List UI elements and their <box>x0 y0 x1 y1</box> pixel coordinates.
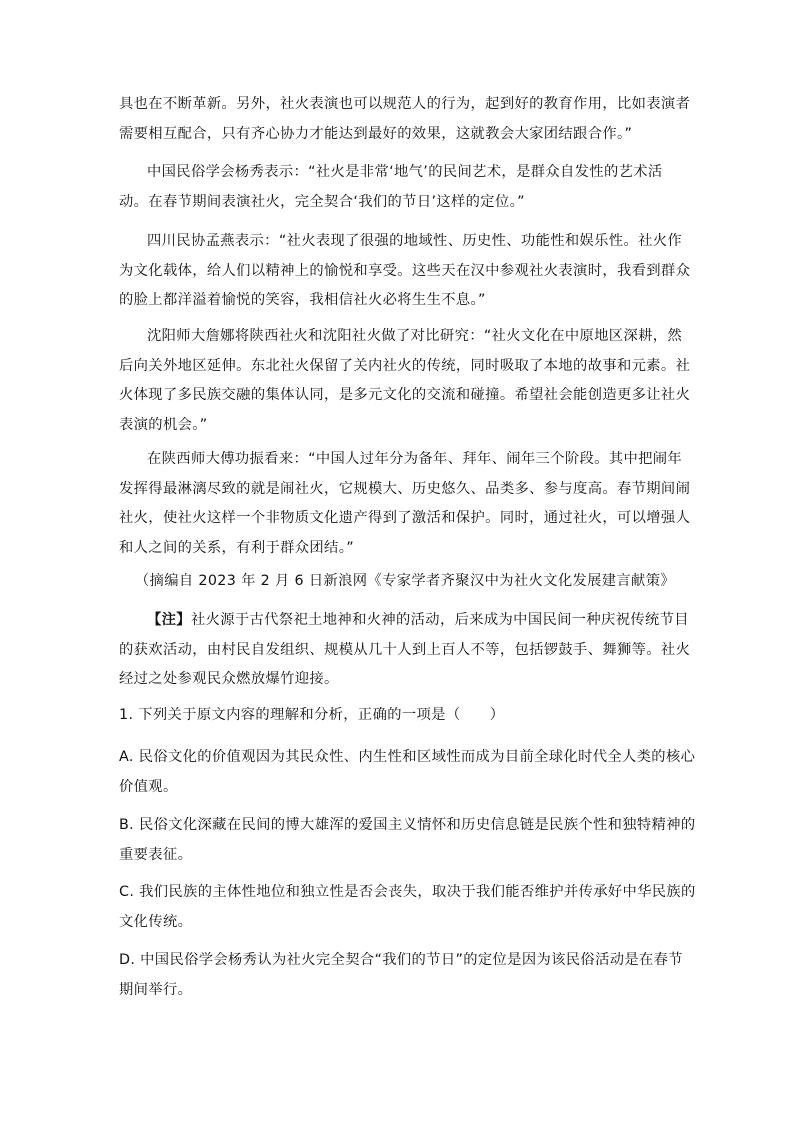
text-line: 在陕西师大傅功振看来：“中国人过年分为备年、拜年、闹年三个阶段。其中把闹年 <box>147 451 683 467</box>
text-line: 动。在春节期间表演社火，完全契合‘我们的节日’这样的定位。” <box>119 193 525 210</box>
text-line: 为文化载体，给人们以精神上的愉悦和享受。这些天在汉中参观社火表演时，我看到群众 <box>119 262 691 279</box>
text-line: 社火源于古代祭祀土地神和火神的活动，后来成为中国民间一种庆祝传统节目 <box>190 612 689 628</box>
question-stem <box>119 701 675 731</box>
option-b <box>119 811 696 870</box>
text-line: 社火，使社火这样一个非物质文化遗产得到了激活和保护。同时，通过社火，可以增强人 <box>119 510 691 526</box>
article-paragraph-5 <box>119 445 691 563</box>
text-line: 中国民俗学会杨秀表示：“社火是非常‘地气’的民间艺术，是群众自发性的艺术活 <box>147 164 663 180</box>
article-paragraph-2 <box>119 158 675 217</box>
text-line: 四川民协孟燕表示：“社火表现了很强的地域性、历史性、功能性和娱乐性。社火作 <box>147 233 683 249</box>
option-d <box>119 946 683 1005</box>
text-line: 的脸上都洋溢着愉悦的笑容，我相信社火必将生生不息。” <box>119 292 486 308</box>
text-line: 价值观。 <box>119 778 178 795</box>
text-line: C. 我们民族的主体性地位和独立性是否会丧失，取决于我们能否维护并传承好中华民族的 <box>119 884 696 900</box>
text-line: B. 民俗文化深藏在民间的博大雄浑的爱国主义情怀和历史信息链是民族个性和独特精神的 <box>119 817 696 833</box>
text-line: 表演的机会。” <box>119 416 208 433</box>
text-line: 和人之间的关系，有利于群众团结。” <box>119 539 354 556</box>
text-line: 后向关外地区延伸。东北社火保留了关内社火的传统，同时吸取了本地的故事和元素。社 <box>119 357 691 374</box>
text-line: （摘编自 2023 年 2 月 6 日新浪网《专家学者齐聚汉中为社火文化发展建言献策》 <box>134 573 675 589</box>
text-line: 沈阳师大詹娜将陕西社火和沈阳社火做了对比研究：“社火文化在中原地区深耕，然 <box>147 328 683 344</box>
note-paragraph <box>119 606 691 695</box>
note-tag: 【注】 <box>147 612 191 628</box>
text-line: 文化传统。 <box>119 913 193 930</box>
text-line: A. 民俗文化的价值观因为其民众性、内生性和区域性而成为目前全球化时代全人类的核心 <box>119 749 696 765</box>
option-a <box>119 743 696 802</box>
text-line: 经过之处参观民众燃放爆竹迎接。 <box>119 671 339 687</box>
text-line: 需要相互配合，只有齐心协力才能达到最好的效果，这就教会大家团结跟合作。” <box>119 125 633 142</box>
article-paragraph-4 <box>119 322 691 440</box>
source-citation <box>119 567 675 597</box>
text-line: D. 中国民俗学会杨秀认为社火完全契合“我们的节日”的定位是因为该民俗活动是在春节 <box>119 952 683 968</box>
text-line: 1. 下列关于原文内容的理解和分析，正确的一项是（ ） <box>119 707 505 723</box>
article-paragraph-3 <box>119 227 691 316</box>
text-line: 的获欢活动，由村民自发组织、规模从几十人到上百人不等，包括锣鼓手、舞狮等。社火 <box>119 641 691 658</box>
text-line: 重要表征。 <box>119 846 193 863</box>
text-line: 期间举行。 <box>119 981 193 998</box>
text-line: 具也在不断革新。另外，社火表演也可以规范人的行为，起到好的教育作用，比如表演者 <box>119 96 691 112</box>
text-line: 火体现了多民族交融的集体认同，是多元文化的交流和碰撞。希望社会能创造更多让社火 <box>119 387 691 403</box>
article-paragraph-1 <box>119 90 691 149</box>
option-c <box>119 878 696 937</box>
text-line: 发挥得最淋漓尽致的就是闹社火，它规模大、历史悠久、品类多、参与度高。春节期间闹 <box>119 480 691 497</box>
